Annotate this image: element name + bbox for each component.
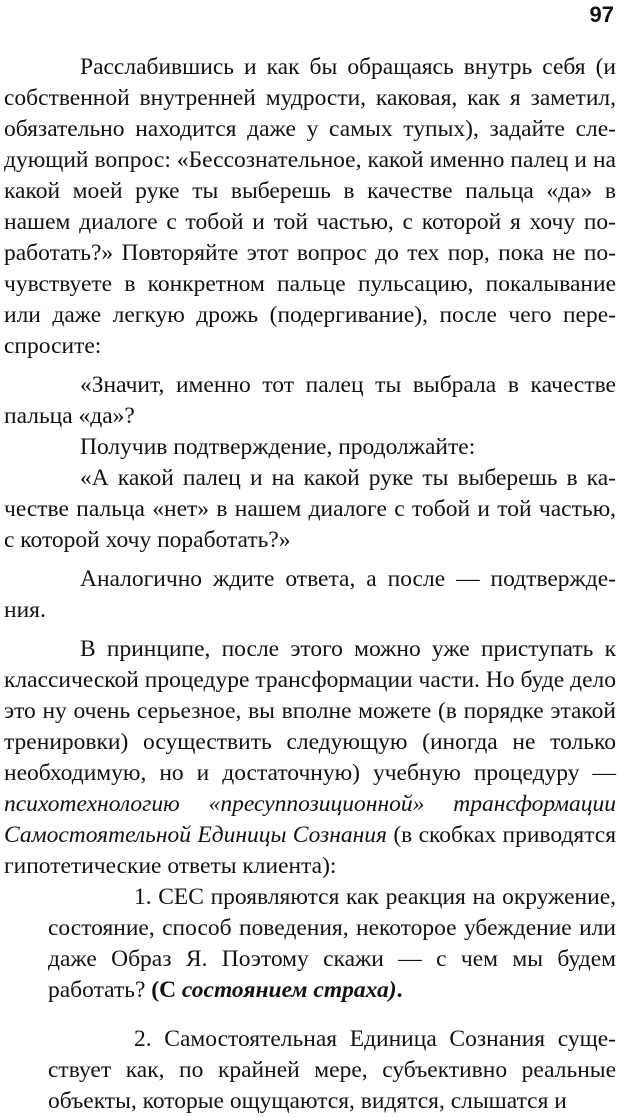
paragraph-3: Получив подтверждение, продолжайте: <box>80 434 476 460</box>
page-number: 97 <box>589 2 614 27</box>
list-item-1-answer-open: (С <box>151 977 182 1003</box>
paragraph-4: «А какой палец и на какой руке ты выберешь в качестве пальца «нет» в нашем диалоге с тобой и той частью, с которой хочу поработать?» <box>4 465 616 553</box>
list-item-1-text: 1. СЕС проявляются как реакция на окружение, состояние, способ поведения, некоторое убеждение или даже Образ Я. Поэтому скажи — с чем мы будем работать? <box>48 884 616 1003</box>
paragraph-6-end: (в скобках приводятся гипотетические ответы клиента): <box>4 822 617 879</box>
paragraph-5: Аналогично ждите ответа, а после — подтверждения. <box>4 566 616 623</box>
paragraph-6-italic: психотехнологию «пресуппозиционной» трансформации Самостоятельной Единицы Сознания <box>4 791 616 848</box>
paragraph-2: «Значит, именно тот палец ты выбрала в качестве пальца «да»? <box>4 372 616 429</box>
paragraph-6 <box>4 634 616 882</box>
list-item-2: 2. Самостоятельная Единица Сознания существует как, по крайней мере, субъективно реальные объекты, которые ощущаются, видятся, слышатся и <box>48 1026 616 1114</box>
list-item-1 <box>4 882 616 1006</box>
text-body <box>4 52 616 1117</box>
list-item-1-answer: состоянием страха) <box>181 977 397 1003</box>
paragraph-6-start: В принципе, после этого можно уже приступать к классической процедуре трансформации части. Но буде дело это ну очень серьезное, вы вполне можете (в порядке этакой тренировки) осуществить следующую (иногда не только необходимую, но и достаточную) учебную процедуру — <box>4 636 616 786</box>
paragraph-1: Расслабившись и как бы обращаясь внутрь себя (и собственной внутренней мудрости, каковая, как я заметил, обязательно находится даже у самых тупых), задайте следующий вопрос: «Бессознательное, какой именно палец и на какой моей руке ты выберешь в качестве пальца «да» в нашем диалоге с тобой и той частью, с которой я хочу поработать?» Повторяйте этот вопрос до тех пор, пока не почувствуете в конкретном пальце пульсацию, покалывание или даже легкую дрожь (подергивание), после чего переспросите: <box>4 54 616 359</box>
list-item-1-answer-end: . <box>396 977 403 1003</box>
